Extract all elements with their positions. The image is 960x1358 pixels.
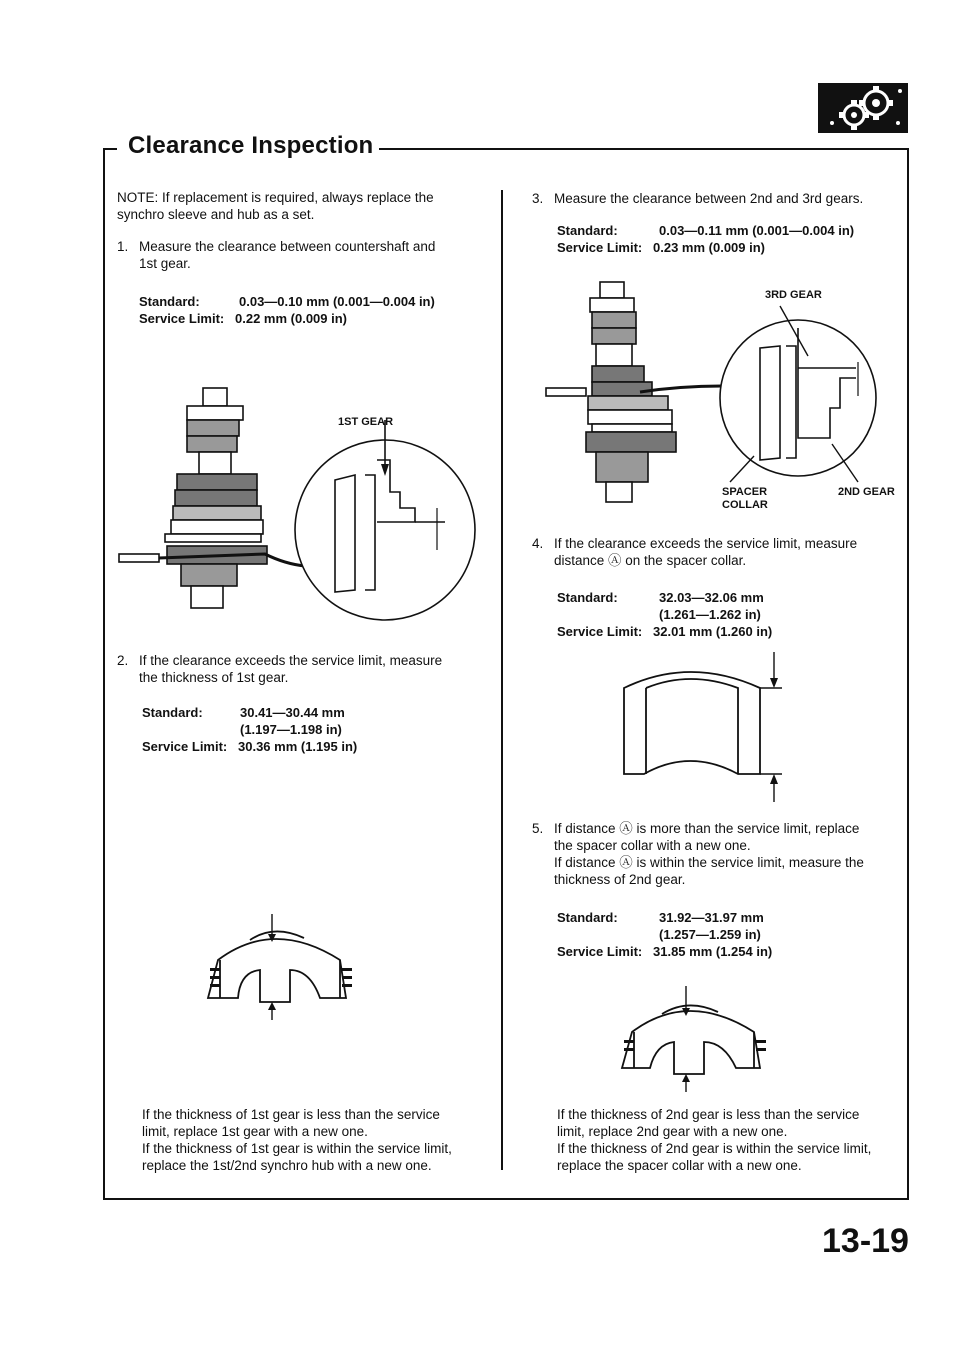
closing-line: If the thickness of 1st gear is within the service limit, bbox=[142, 1141, 452, 1156]
spec-label: Standard: bbox=[142, 705, 203, 720]
spec-value: 0.23 mm (0.009 in) bbox=[653, 240, 765, 255]
step-text: If the clearance exceeds the service limit, measure bbox=[554, 536, 858, 551]
closing-text-right bbox=[557, 1106, 902, 1174]
spec-label: Service Limit: bbox=[557, 944, 643, 959]
step-4 bbox=[532, 535, 902, 569]
spec-value: (1.257—1.259 in) bbox=[659, 927, 761, 942]
spacer-collar-figure bbox=[610, 648, 800, 803]
closing-text-left bbox=[142, 1106, 487, 1174]
closing-line: If the thickness of 1st gear is less than the service bbox=[142, 1107, 440, 1122]
spec-label: Service Limit: bbox=[557, 624, 643, 639]
spec-value: 30.41—30.44 mm bbox=[240, 705, 345, 720]
spec-value: 31.85 mm (1.254 in) bbox=[653, 944, 773, 959]
spec-block-2 bbox=[142, 704, 482, 755]
closing-line: limit, replace 2nd gear with a new one. bbox=[557, 1124, 788, 1139]
step-3 bbox=[532, 190, 902, 207]
closing-line: If the thickness of 2nd gear is less than the service bbox=[557, 1107, 860, 1122]
second-gear-thickness-figure bbox=[614, 982, 784, 1092]
closing-line: replace the 1st/2nd synchro hub with a new one. bbox=[142, 1158, 432, 1173]
step-5 bbox=[532, 820, 902, 888]
step-2 bbox=[117, 652, 482, 686]
spec-label: Service Limit: bbox=[139, 311, 225, 326]
spec-value: 32.03—32.06 mm bbox=[659, 590, 764, 605]
step-text: Measure the clearance between 2nd and 3rd gears. bbox=[554, 191, 864, 206]
step-text: the thickness of 1st gear. bbox=[139, 670, 289, 685]
gear-logo-icon bbox=[818, 83, 908, 133]
spec-block-5 bbox=[557, 909, 902, 960]
step-text: distance Ⓐ on the spacer collar. bbox=[554, 553, 747, 568]
closing-line: If the thickness of 2nd gear is within the service limit, bbox=[557, 1141, 872, 1156]
step-1 bbox=[117, 238, 477, 272]
figure-label-3rd-gear: 3RD GEAR bbox=[765, 289, 822, 301]
spec-value: 31.92—31.97 mm bbox=[659, 910, 764, 925]
spec-block-1 bbox=[139, 293, 484, 327]
step-number: 5. bbox=[532, 821, 544, 836]
step-text: the spacer collar with a new one. bbox=[554, 838, 751, 853]
step-number: 4. bbox=[532, 536, 544, 551]
closing-line: replace the spacer collar with a new one. bbox=[557, 1158, 802, 1173]
first-gear-thickness-figure bbox=[200, 910, 370, 1020]
step-text: If distance Ⓐ is within the service limit, measure the bbox=[554, 855, 864, 870]
closing-line: limit, replace 1st gear with a new one. bbox=[142, 1124, 368, 1139]
spec-value: (1.261—1.262 in) bbox=[659, 607, 761, 622]
spec-label: Service Limit: bbox=[142, 739, 228, 754]
spec-value: (1.197—1.198 in) bbox=[240, 722, 342, 737]
spec-value: 0.03—0.11 mm (0.001—0.004 in) bbox=[659, 223, 855, 238]
step-text: 1st gear. bbox=[139, 256, 191, 271]
spec-label: Standard: bbox=[139, 294, 200, 309]
step-number: 1. bbox=[117, 239, 129, 254]
mainshaft-figure bbox=[540, 278, 910, 518]
spec-block-4 bbox=[557, 589, 902, 640]
figure-label-2nd-gear: 2ND GEAR bbox=[838, 486, 895, 498]
page-number: 13-19 bbox=[822, 1222, 909, 1260]
step-text: Measure the clearance between countershaft and bbox=[139, 239, 436, 254]
spec-value: 0.03—0.10 mm (0.001—0.004 in) bbox=[239, 294, 435, 309]
spec-value: 32.01 mm (1.260 in) bbox=[653, 624, 773, 639]
step-number: 2. bbox=[117, 653, 129, 668]
step-number: 3. bbox=[532, 191, 544, 206]
spec-label: Service Limit: bbox=[557, 240, 643, 255]
step-text: thickness of 2nd gear. bbox=[554, 872, 686, 887]
spec-label: Standard: bbox=[557, 590, 618, 605]
spec-block-3 bbox=[557, 222, 902, 256]
collar-label-line: COLLAR bbox=[722, 499, 768, 511]
spacer-label-line: SPACER bbox=[722, 486, 768, 498]
title-rule-right bbox=[355, 148, 909, 150]
spec-value: 0.22 mm (0.009 in) bbox=[235, 311, 347, 326]
figure-label-spacer-collar bbox=[722, 486, 768, 512]
note-text: NOTE: If replacement is required, always replace the synchro sleeve and hub as a set. bbox=[117, 190, 434, 222]
step-text: If the clearance exceeds the service limit, measure bbox=[139, 653, 443, 668]
spec-label: Standard: bbox=[557, 910, 618, 925]
spec-label: Standard: bbox=[557, 223, 618, 238]
spec-value: 30.36 mm (1.195 in) bbox=[238, 739, 358, 754]
column-divider bbox=[501, 190, 503, 1170]
section-title: Clearance Inspection bbox=[122, 132, 379, 160]
step-text: If distance Ⓐ is more than the service limit, replace bbox=[554, 821, 860, 836]
title-rule-left bbox=[103, 148, 117, 150]
figure-label-1st-gear: 1ST GEAR bbox=[338, 416, 394, 428]
countershaft-figure bbox=[115, 380, 495, 630]
